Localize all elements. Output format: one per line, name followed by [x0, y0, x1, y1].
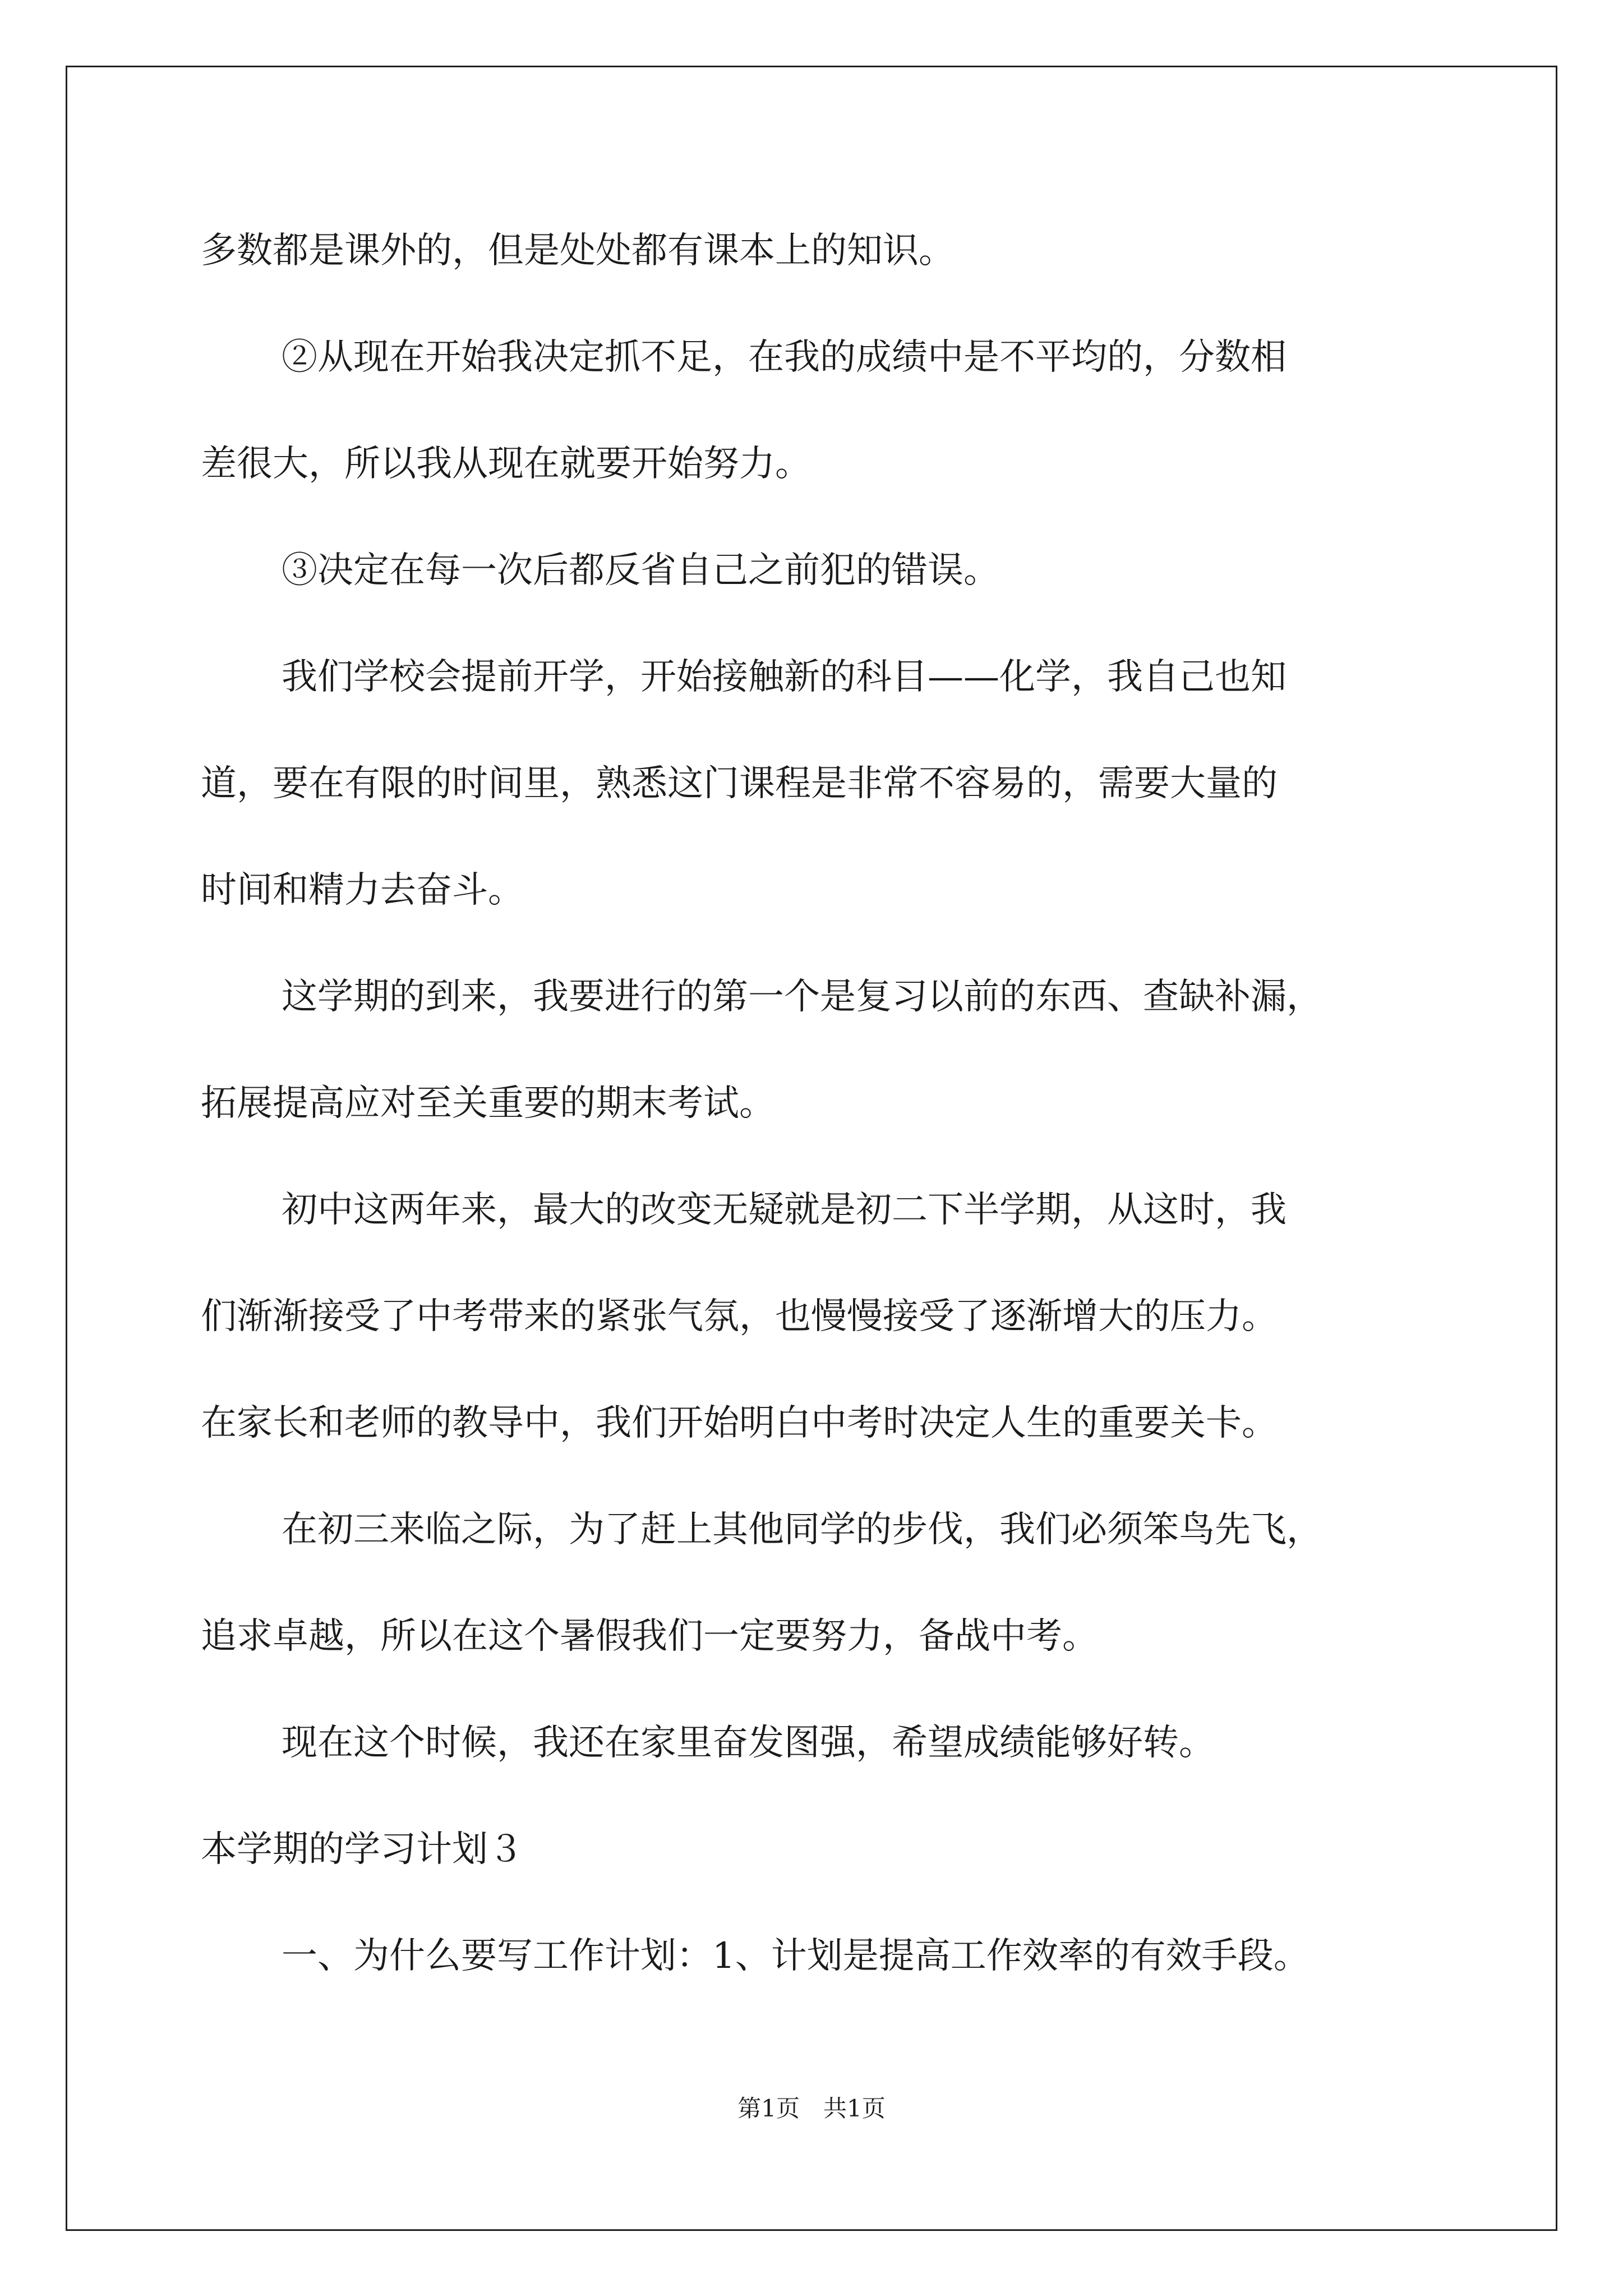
text-line: 道，要在有限的时间里，熟悉这门课程是非常不容易的，需要大量的 [201, 763, 1278, 804]
text-line: 追求卓越，所以在这个暑假我们一定要努力，备战中考。 [201, 1616, 1098, 1657]
text-line: 这学期的到来，我要进行的第一个是复习以前的东西、查缺补漏， [282, 976, 1322, 1018]
text-line: ③决定在每一次后都反省自己之前犯的错误。 [282, 550, 999, 591]
text-line: 差很大，所以我从现在就要开始努力。 [201, 443, 811, 485]
text-line: 在初三来临之际，为了赶上其他同学的步伐，我们必须笨鸟先飞， [282, 1509, 1322, 1550]
text-line: 们渐渐接受了中考带来的紧张气氛，也慢慢接受了逐渐增大的压力。 [201, 1296, 1278, 1337]
text-line: 一、为什么要写工作计划：1、计划是提高工作效率的有效手段。 [282, 1935, 1310, 1977]
text-line: 现在这个时候，我还在家里奋发图强，希望成绩能够好转。 [282, 1722, 1215, 1764]
text-line: 时间和精力去奋斗。 [201, 869, 524, 911]
text-line: 在家长和老师的教导中，我们开始明白中考时决定人生的重要关卡。 [201, 1402, 1278, 1444]
text-line: 我们学校会提前开学，开始接触新的科目——化学，我自己也知 [282, 656, 1287, 698]
page-footer: 第1页 共1页 [737, 2095, 886, 2122]
text-line: 多数都是课外的，但是处处都有课本上的知识。 [201, 230, 955, 272]
section-heading: 本学期的学习计划３ [201, 1829, 524, 1870]
text-line: 拓展提高应对至关重要的期末考试。 [201, 1083, 775, 1124]
text-line: 初中这两年来，最大的改变无疑就是初二下半学期，从这时，我 [282, 1189, 1287, 1231]
page-border [66, 66, 1557, 2231]
text-line: ②从现在开始我决定抓不足，在我的成绩中是不平均的，分数相 [282, 337, 1287, 378]
